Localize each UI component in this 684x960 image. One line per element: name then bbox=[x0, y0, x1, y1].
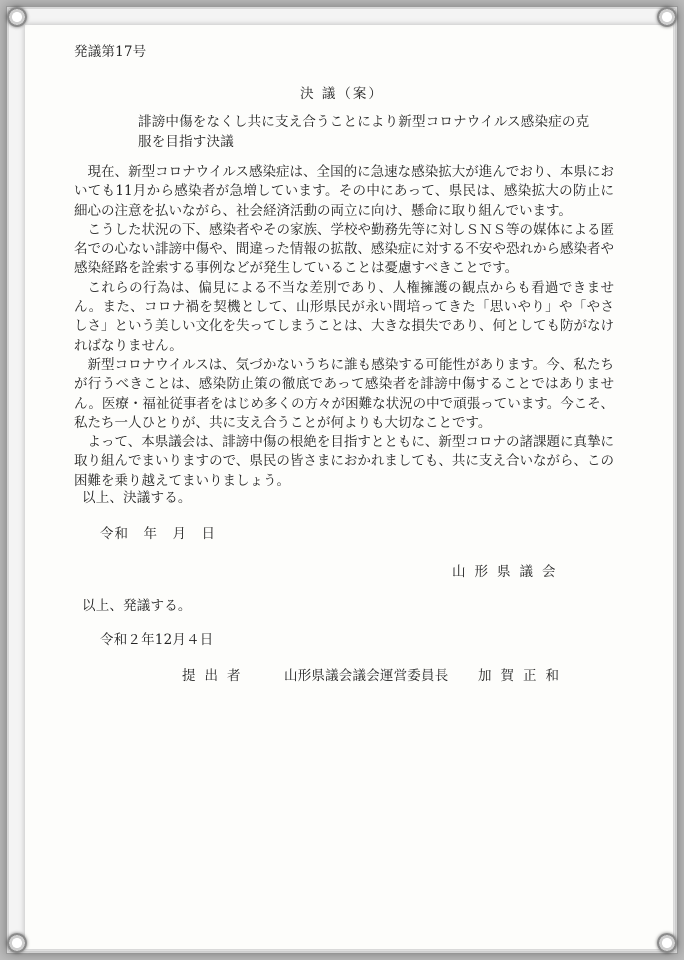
corner-pin-icon bbox=[657, 7, 677, 27]
document-number: 発議第17号 bbox=[74, 44, 147, 60]
body-paragraph: 新型コロナウイルスは、気づかないうちに誰も感染する可能性があります。今、私たちが行うべきことは、感染防止策の徹底であって感染者を誹謗中傷することではありません。医療・福祉従事者をはじめ多くの方々が困難な状況の中で頑張っています。今こそ、私たち一人ひとりが、共に支え合うことが何よりも大切なことです。 bbox=[74, 356, 614, 431]
closing-proposal: 以上、発議する。 bbox=[82, 598, 192, 614]
proposal-date: 令和２年12月４日 bbox=[100, 632, 214, 648]
submitter-name: 加賀正和 bbox=[478, 668, 568, 684]
body-paragraph: これらの行為は、偏見による不当な差別であり、人権擁護の観点からも看過できません。また、コロナ禍を契機として、山形県民が永い間培ってきた「思いやり」や「やさしさ」という美しい文化を失ってしまうことは、大きな損失であり、何としても防がなければなりません。 bbox=[74, 279, 614, 354]
submitter-label: 提出者 bbox=[182, 668, 250, 684]
corner-pin-icon bbox=[7, 7, 27, 27]
body-paragraph: こうした状況の下、感染者やその家族、学校や勤務先等に対しＳＮＳ等の媒体による匿名での心ない誹謗中傷や、間違った情報の拡散、感染症に対する不安や恐れから感染者や感染経路を詮索する事例などが発生していることは憂慮すべきことです。 bbox=[74, 221, 614, 277]
body-paragraph: 現在、新型コロナウイルス感染症は、全国的に急速な感染拡大が進んでおり、本県においても11月から感染者が急増しています。その中にあって、県民は、感染拡大の防止に細心の注意を払いながら、社会経済活動の両立に向け、懸命に取り組んでいます。 bbox=[74, 164, 614, 219]
resolution-date: 令和 年 月 日 bbox=[100, 526, 216, 542]
submitter-role: 山形県議会議会運営委員長 bbox=[284, 668, 449, 684]
corner-pin-icon bbox=[7, 933, 27, 953]
assembly-name: 山形県議会 bbox=[452, 564, 565, 580]
document-title: 決 議（案） bbox=[300, 86, 384, 102]
body-paragraph: よって、本県議会は、誹謗中傷の根絶を目指すとともに、新型コロナの諸課題に真摯に取り組んでまいりますので、県民の皆さまにおかれましても、共に支え合いながら、この困難を乗り越えてまいりましょう。 bbox=[74, 434, 614, 489]
resolution-body bbox=[74, 163, 614, 491]
corner-pin-icon bbox=[657, 933, 677, 953]
closing-resolution: 以上、決議する。 bbox=[82, 490, 192, 506]
resolution-subject: 誹謗中傷をなくし共に支え合うことにより新型コロナウイルス感染症の克服を目指す決議 bbox=[138, 114, 590, 150]
